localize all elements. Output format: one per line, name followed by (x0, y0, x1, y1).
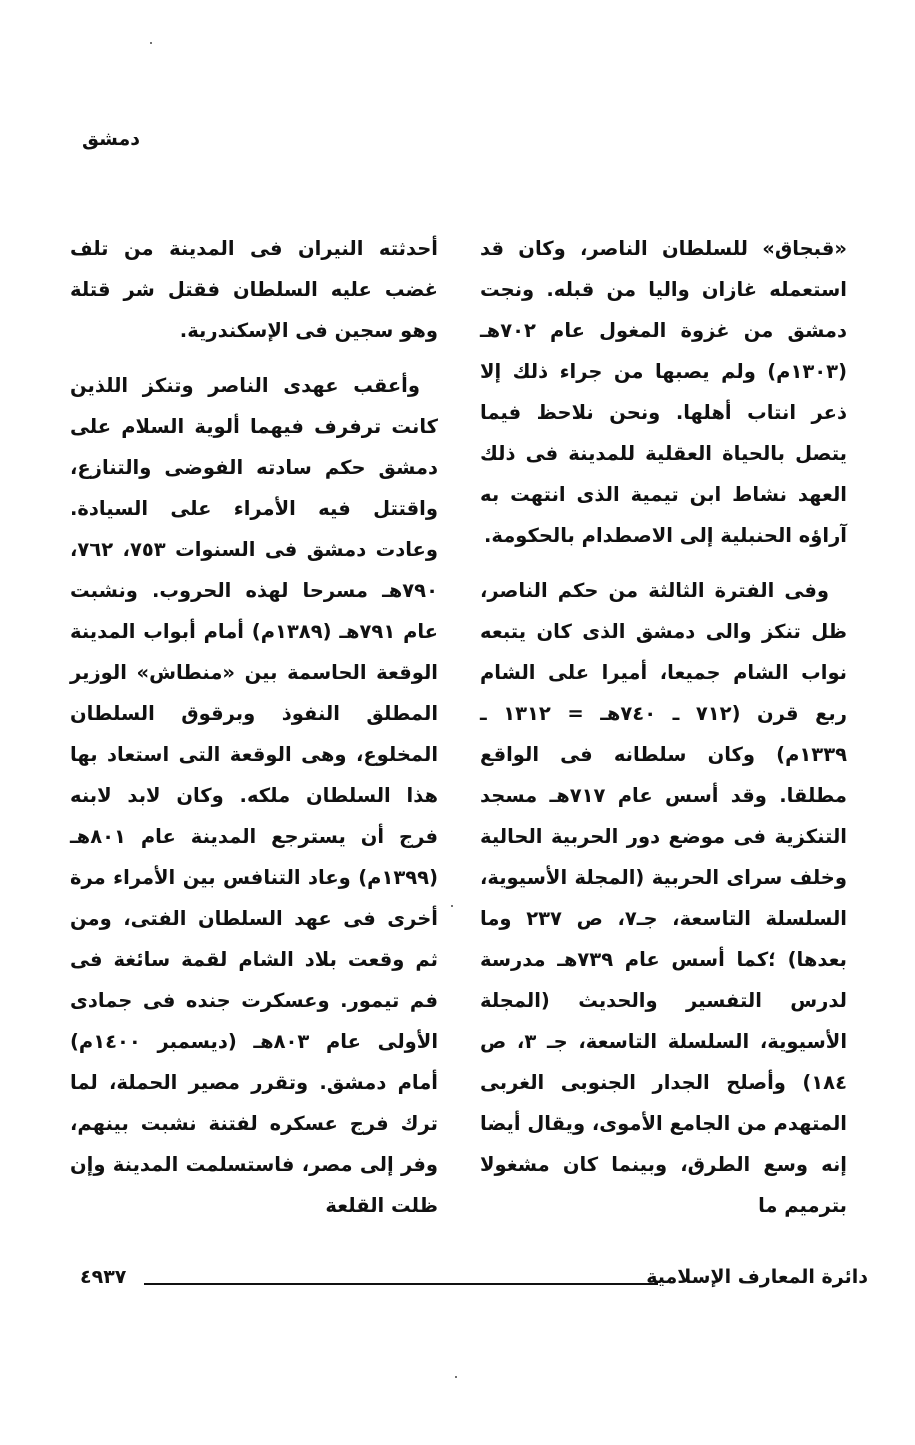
paragraph: «قبجاق» للسلطان الناصر، وكان قد استعمله غازان واليا من قبله. ونجت دمشق من غزوة المغول عام ٧٠٢هـ (١٣٠٣م) ولم يصبها من جراء ذلك إلا ذعر انتاب أهلها. ونحن نلاحظ فيما يتصل بالحياة العقلية للمدينة فى ذلك العهد نشاط ابن تيمية الذى انتهت به آراؤه الحنبلية إلى الاصطدام بالحكومة. (480, 237, 847, 547)
footer-rule (144, 1283, 658, 1285)
footer-journal-title: دائرة المعارف الإسلامية (646, 1266, 868, 1288)
page-number: ٤٩٣٧ (80, 1266, 127, 1288)
text-column-right (480, 228, 847, 1226)
paragraph: وأعقب عهدى الناصر وتنكز اللذين كانت ترفرف فيهما ألوية السلام على دمشق حكم سادته الفوضى والتنازع، واقتتل فيه الأمراء على السيادة. وعادت دمشق فى السنوات ٧٥٣، ٧٦٢، ٧٩٠هـ مسرحا لهذه الحروب. ونشبت عام ٧٩١هـ (١٣٨٩م) أمام أبواب المدينة الوقعة الحاسمة بين «منطاش» الوزير المطلق النفوذ وبرقوق السلطان المخلوع، وهى الوقعة التى استعاد بها هذا السلطان ملكه. وكان لابد لابنه فرج أن يسترجع المدينة عام ٨٠١هـ (١٣٩٩م) وعاد التنافس بين الأمراء مرة أخرى فى عهد السلطان الفتى، ومن ثم وقعت بلاد الشام لقمة سائغة فى فم تيمور. وعسكرت جنده فى جمادى الأولى عام ٨٠٣هـ (ديسمبر ١٤٠٠م) أمام دمشق. وتقرر مصير الحملة، لما ترك فرج عسكره لفتنة نشبت بينهم، وفر إلى مصر، فاستسلمت المدينة وإن ظلت القلعة (70, 374, 439, 1217)
paragraph: أحدثته النيران فى المدينة من تلف غضب عليه السلطان فقتل شر قتلة وهو سجين فى الإسكندرية. (70, 237, 438, 342)
running-head-title: دمشق (82, 128, 140, 150)
paragraph: وفى الفترة الثالثة من حكم الناصر، ظل تنكز والى دمشق الذى كان يتبعه نواب الشام جميعا، أميرا على الشام ربع قرن (٧١٢ ـ ٧٤٠هـ = ١٣١٢ ـ ١٣٣٩م) وكان سلطانه فى الواقع مطلقا. وقد أسس عام ٧١٧هـ مسجد التنكزية فى موضع دور الحربية الحالية وخلف سراى الحربية (المجلة الأسيوية، السلسلة التاسعة، جـ٧، ص ٢٣٧ وما بعدها) ؛كما أسس عام ٧٣٩هـ مدرسة لدرس التفسير والحديث (المجلة الأسيوية، السلسلة التاسعة، جـ ٣، ص ١٨٤) وأصلح الجدار الجنوبى الغربى المتهدم من الجامع الأموى، ويقال أيضا إنه وسع الطرق، وبينما كان مشغولا بترميم ما (480, 579, 847, 1217)
text-column-left (70, 228, 438, 1226)
scan-speck (150, 42, 152, 44)
page-footer (80, 1266, 868, 1300)
scan-speck (451, 905, 453, 907)
scan-speck (455, 1376, 457, 1378)
